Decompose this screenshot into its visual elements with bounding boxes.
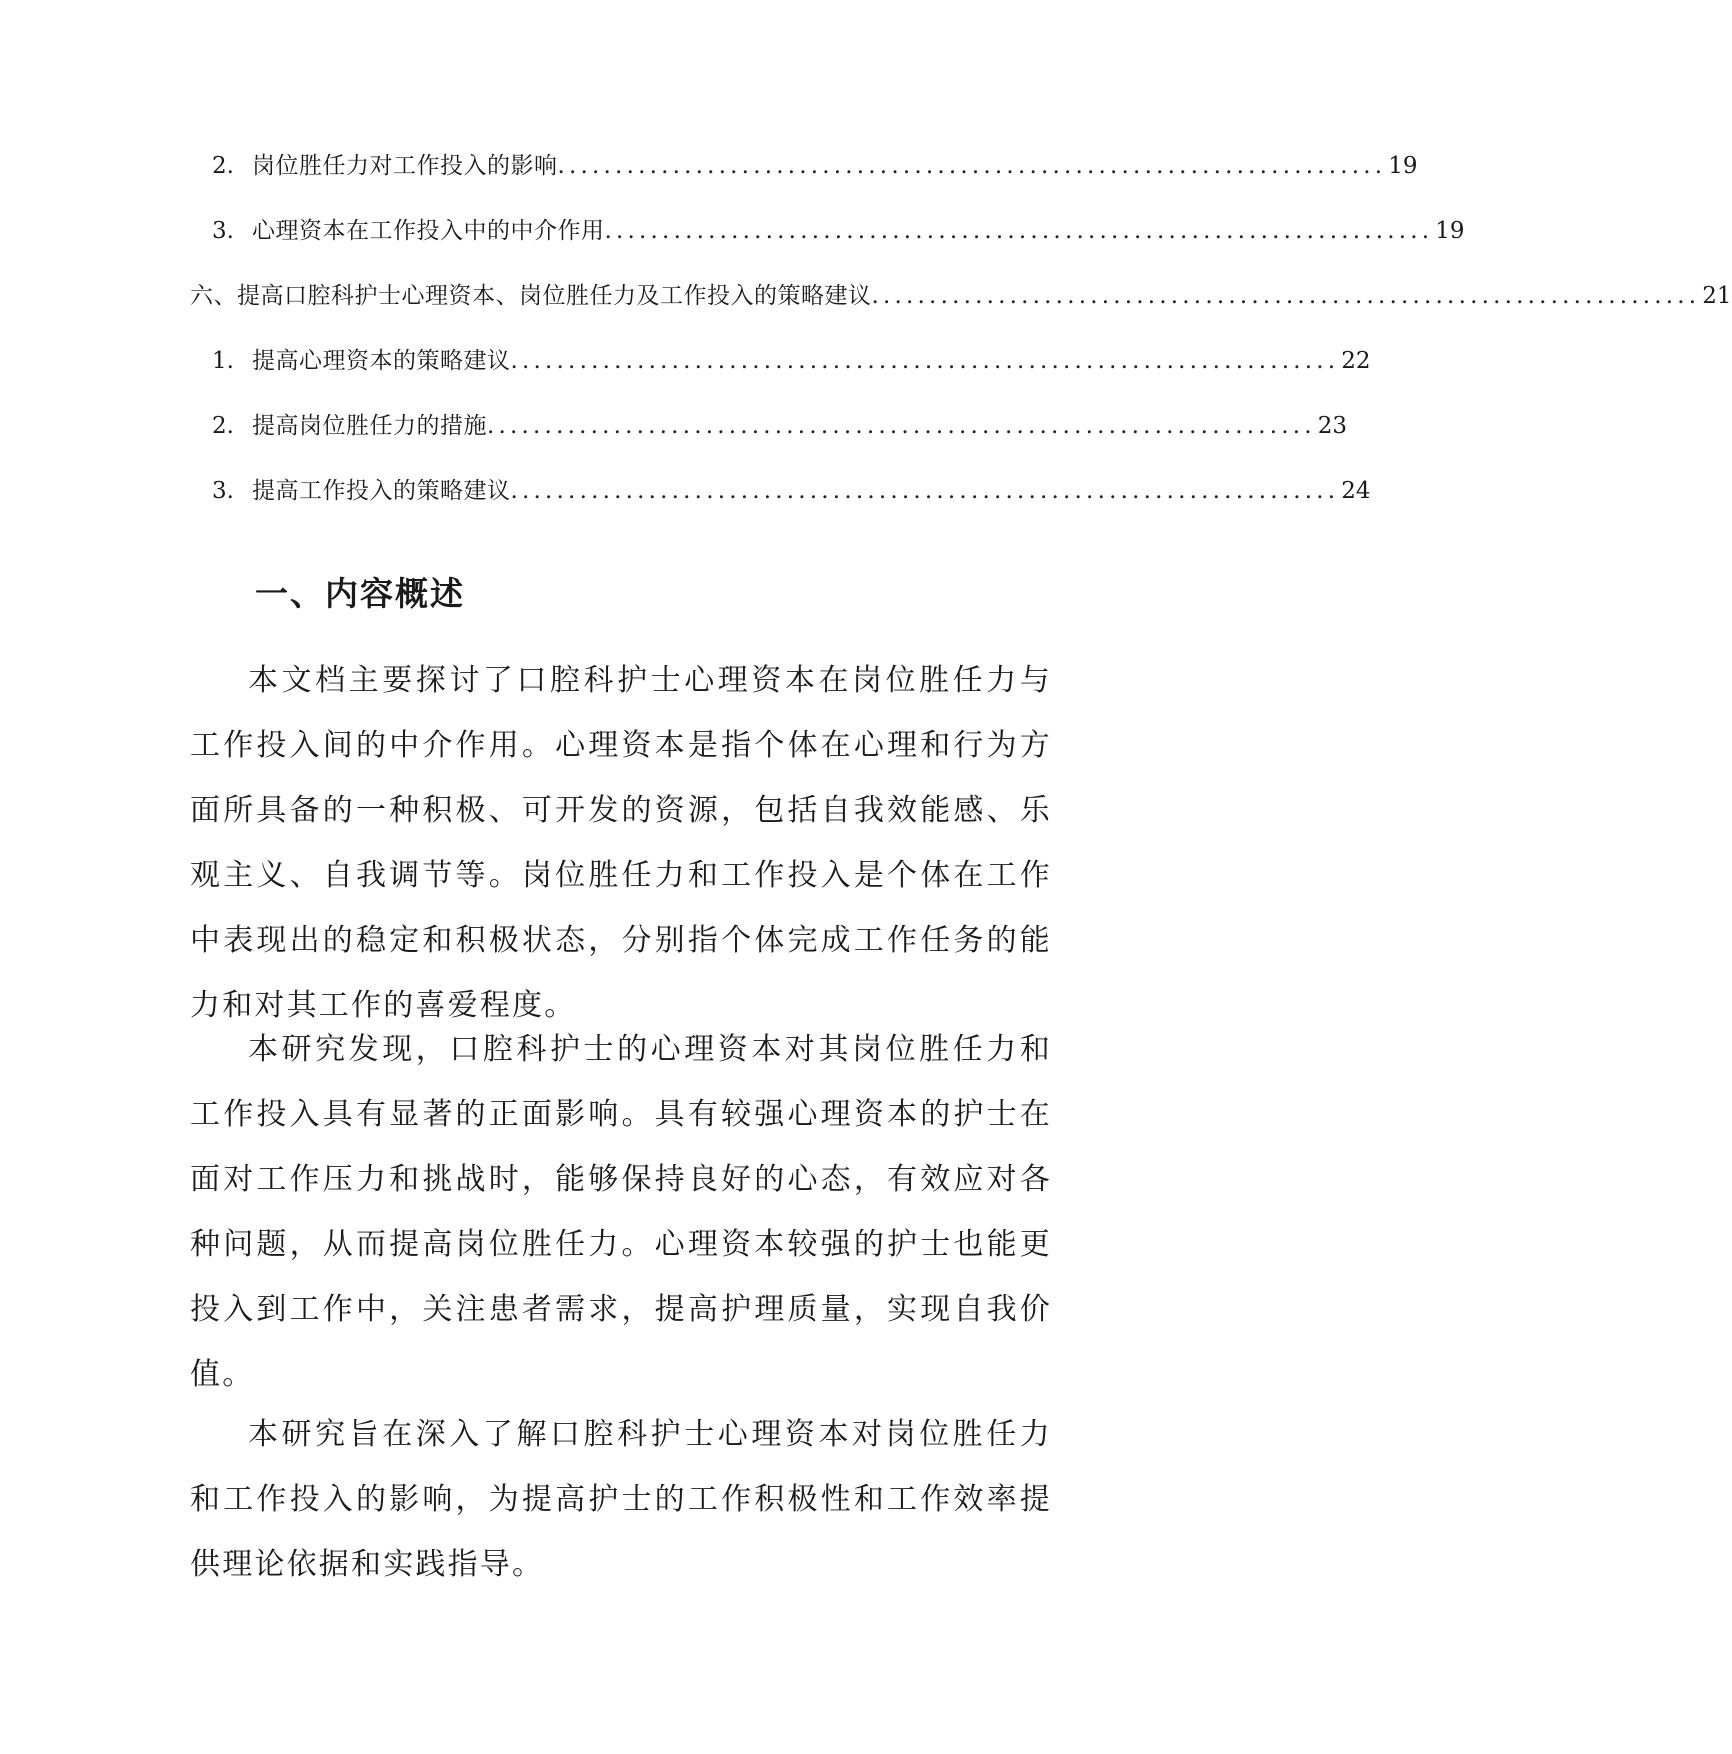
toc-entry-title: 提高工作投入的策略建议 <box>252 478 511 504</box>
toc-entry-title: 提高心理资本的策略建议 <box>252 348 511 374</box>
toc-entry[interactable] <box>190 276 1732 316</box>
toc-entry-title: 提高岗位胜任力的措施 <box>252 413 487 439</box>
body-paragraph: 本研究发现，口腔科护士的心理资本对其岗位胜任力和工作投入具有显著的正面影响。具有较强心理资本的护士在面对工作压力和挑战时，能够保持良好的心态，有效应对各种问题，从而提高岗位胜任力。心理资本较强的护士也能更投入到工作中，关注患者需求，提高护理质量，实现自我价值。 <box>190 1032 1052 1392</box>
toc-entry-page: 19 <box>1435 218 1465 244</box>
section-heading: 一、内容概述 <box>255 574 465 613</box>
toc-entry-page: 21 <box>1702 283 1732 309</box>
toc-leader-dots: ........................................................................ <box>510 478 1340 504</box>
toc-entry[interactable] <box>212 146 1418 186</box>
toc-entry-page: 23 <box>1317 413 1348 439</box>
toc-entry-page: 24 <box>1341 478 1371 504</box>
toc-entry-number: 2. <box>212 153 234 179</box>
toc-leader-dots: ........................................................................ <box>510 348 1340 374</box>
toc-entry[interactable] <box>212 211 1465 251</box>
body-paragraph: 本研究旨在深入了解口腔科护士心理资本对岗位胜任力和工作投入的影响，为提高护士的工作积极性和工作效率提供理论依据和实践指导。 <box>190 1417 1052 1582</box>
toc-entry-number: 3. <box>212 218 234 244</box>
toc-entry-page: 19 <box>1388 153 1418 179</box>
toc-entry-page: 22 <box>1341 348 1371 374</box>
body-paragraph: 本文档主要探讨了口腔科护士心理资本在岗位胜任力与工作投入间的中介作用。心理资本是指个体在心理和行为方面所具备的一种积极、可开发的资源，包括自我效能感、乐观主义、自我调节等。岗位胜任力和工作投入是个体在工作中表现出的稳定和积极状态，分别指个体完成工作任务的能力和对其工作的喜爱程度。 <box>190 663 1052 1023</box>
toc-entry-number: 1. <box>212 348 234 374</box>
toc-entry-title: 心理资本在工作投入中的中介作用 <box>252 218 605 244</box>
toc-entry[interactable] <box>212 471 1371 511</box>
toc-entry-title: 岗位胜任力对工作投入的影响 <box>252 153 558 179</box>
toc-leader-dots: ........................................................................ <box>557 153 1387 179</box>
toc-leader-dots: ........................................................................ <box>487 413 1316 439</box>
toc-entry[interactable] <box>212 341 1371 381</box>
toc-entry[interactable] <box>212 406 1348 446</box>
toc-leader-dots: ........................................................................ <box>604 218 1434 244</box>
toc-entry-number: 3. <box>212 478 234 504</box>
toc-entry-number: 2. <box>212 413 234 439</box>
toc-leader-dots: ........................................................................ <box>871 283 1701 309</box>
toc-entry-title: 六、提高口腔科护士心理资本、岗位胜任力及工作投入的策略建议 <box>190 283 872 309</box>
